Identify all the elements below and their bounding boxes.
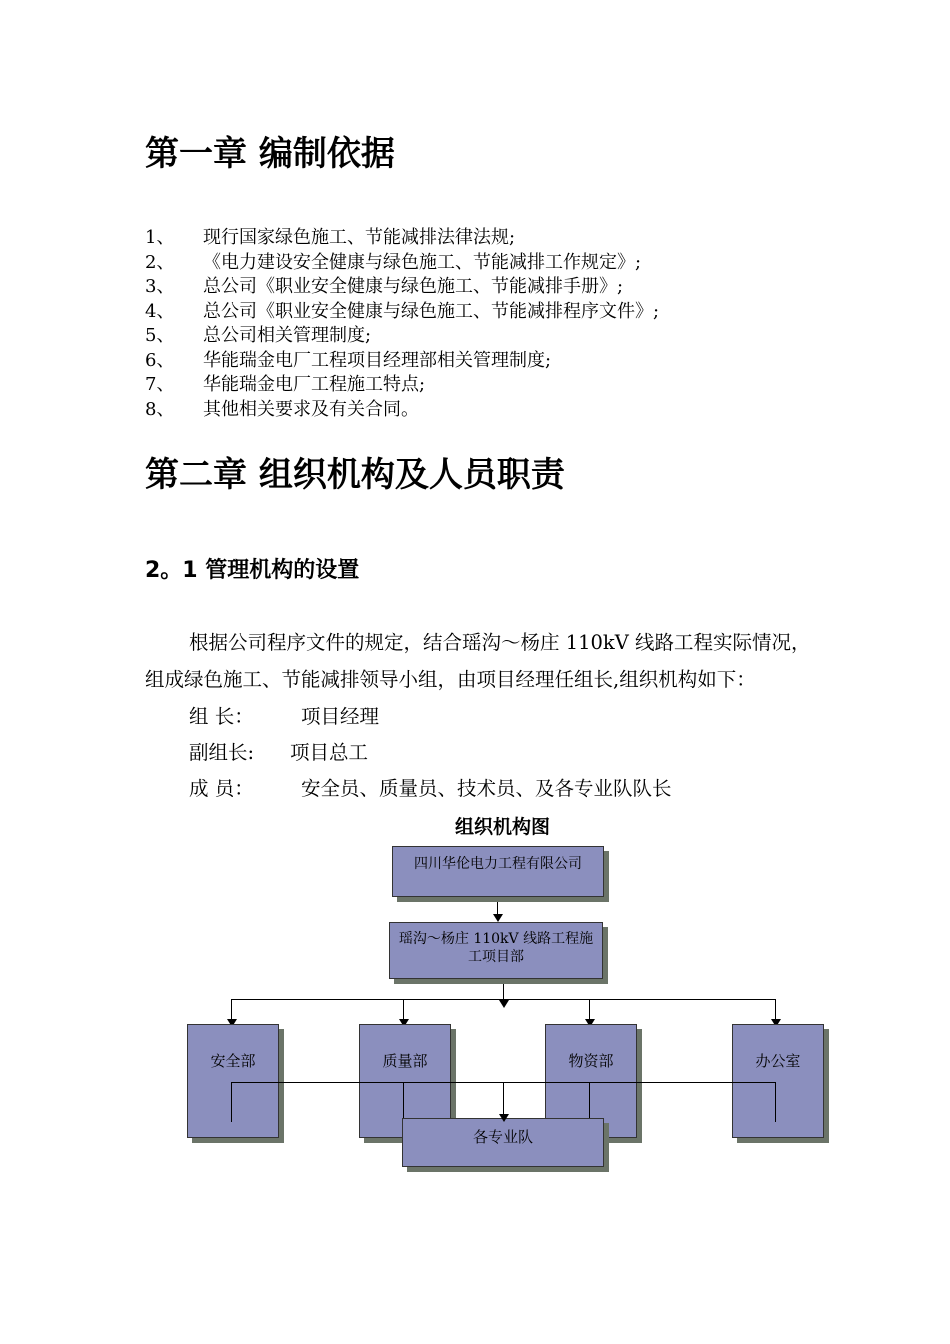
list-item [145, 373, 845, 398]
org-chart-title: 组织机构图 [455, 816, 551, 838]
connector-line [503, 1082, 504, 1118]
role-label: 组 长： [189, 705, 254, 728]
connector-line [231, 1082, 232, 1122]
list-item-text: 华能瑞金电厂工程施工特点; [203, 374, 426, 395]
list-item-number: 6、 [145, 349, 175, 371]
teams-box [402, 1118, 604, 1167]
list-item-text: 总公司相关管理制度; [203, 325, 372, 346]
arrow-icon [493, 914, 503, 922]
list-item [145, 251, 845, 276]
list-item-number: 5、 [145, 325, 175, 346]
list-item-text: 总公司《职业安全健康与绿色施工、节能减排手册》; [203, 276, 624, 297]
dept-box-office [732, 1024, 824, 1138]
list-item-text: 华能瑞金电厂工程项目经理部相关管理制度; [203, 349, 552, 371]
role-value: 项目总工 [290, 741, 369, 764]
arrow-icon [499, 1000, 509, 1008]
arrow-icon [499, 1114, 509, 1122]
basis-list [145, 226, 845, 422]
list-item [145, 300, 845, 325]
dept-label: 物资部 [568, 1052, 614, 1070]
project-dept-box [389, 922, 603, 979]
list-item-text: 《电力建设安全健康与绿色施工、节能减排工作规定》; [203, 251, 642, 273]
list-item-text: 现行国家绿色施工、节能减排法律法规; [203, 227, 516, 248]
dept-label: 安全部 [210, 1052, 256, 1070]
role-label: 副组长: [189, 741, 255, 764]
list-item-number: 8、 [145, 398, 175, 420]
role-value: 安全员、质量员、技术员、及各专业队队长 [301, 777, 672, 800]
list-item-text: 总公司《职业安全健康与绿色施工、节能减排程序文件》; [203, 300, 660, 322]
role-value: 项目经理 [301, 705, 380, 728]
chapter2-title: 第二章 组织机构及人员职责 [145, 455, 565, 495]
list-item [145, 398, 845, 423]
list-item [145, 226, 845, 251]
dept-box-safety [187, 1024, 279, 1138]
connector-line [775, 1082, 776, 1122]
connector-line [589, 1082, 590, 1118]
list-item-number: 2、 [145, 251, 175, 273]
connector-line [503, 979, 504, 1001]
project-label-line2: 工项目部 [468, 949, 524, 965]
company-label: 四川华伦电力工程有限公司 [414, 856, 582, 872]
list-item [145, 324, 845, 349]
teams-label: 各专业队 [472, 1128, 533, 1146]
section-title: 2。1 管理机构的设置 [145, 558, 360, 583]
list-item [145, 275, 845, 300]
paragraph-line: 组成绿色施工、节能减排领导小组，由项目经理任组长,组织机构如下： [145, 668, 756, 691]
dept-label: 办公室 [755, 1052, 801, 1070]
connector-line [231, 999, 775, 1000]
list-item-number: 1、 [145, 227, 175, 248]
connector-line [403, 1082, 404, 1118]
dept-label: 质量部 [382, 1052, 428, 1070]
list-item-number: 4、 [145, 300, 175, 322]
role-label: 成 员： [189, 777, 254, 800]
project-label-line1: 瑶沟～杨庄 110kV 线路工程施 [398, 931, 594, 947]
list-item-number: 7、 [145, 374, 175, 395]
paragraph-line: 根据公司程序文件的规定，结合瑶沟～杨庄 110kV 线路工程实际情况， [189, 631, 811, 654]
chapter1-title: 第一章 编制依据 [145, 134, 395, 174]
list-item [145, 349, 845, 374]
list-item-number: 3、 [145, 276, 175, 297]
company-box [392, 846, 604, 897]
list-item-text: 其他相关要求及有关合同。 [203, 398, 419, 420]
